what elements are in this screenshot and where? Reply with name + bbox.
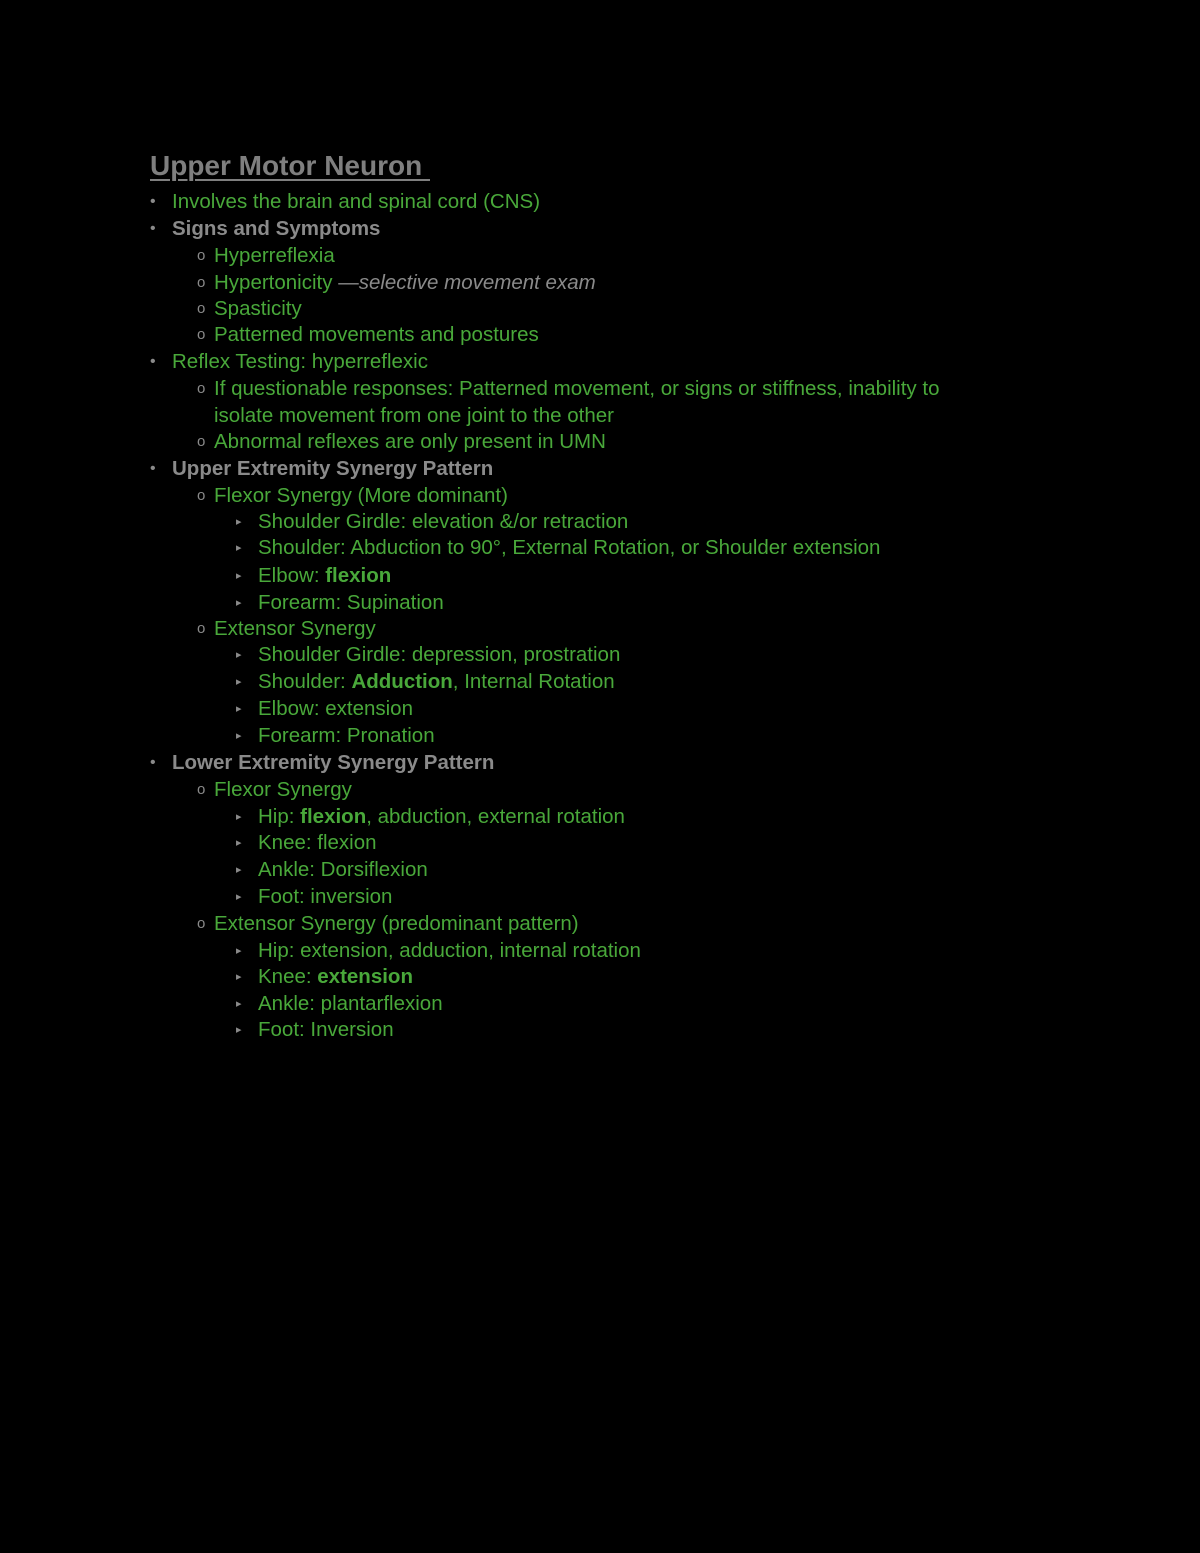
bullet-marker: o <box>197 915 206 932</box>
bullet-marker: ▸ <box>236 998 242 1010</box>
list-item: Patterned movements and postures <box>214 323 539 346</box>
list-item: Flexor Synergy <box>214 778 352 801</box>
section-heading: Lower Extremity Synergy Pattern <box>172 751 495 774</box>
bullet-marker: ▸ <box>236 570 242 582</box>
bullet-marker: ▸ <box>236 945 242 957</box>
list-item: Forearm: Pronation <box>258 724 435 747</box>
bullet-marker: o <box>197 781 206 798</box>
bold-text: flexion <box>325 564 392 587</box>
list-item-text: , Internal Rotation <box>452 670 615 693</box>
list-item <box>258 965 413 989</box>
bullet-marker: ▸ <box>236 811 242 823</box>
page-title: Upper Motor Neuron <box>150 150 430 181</box>
list-item-text: Elbow: <box>258 564 326 587</box>
bold-text: flexion <box>300 805 367 828</box>
list-item: Forearm: Supination <box>258 591 444 614</box>
list-item: Involves the brain and spinal cord (CNS) <box>172 190 541 213</box>
bullet-marker: ▸ <box>236 1024 242 1036</box>
list-item: Foot: inversion <box>258 885 393 908</box>
bold-text: extension <box>317 965 413 988</box>
list-item: Hip: extension, adduction, internal rotation <box>258 939 641 962</box>
bullet-marker: o <box>197 380 206 397</box>
bullet-marker: o <box>197 300 206 317</box>
bullet-marker: ▸ <box>236 837 242 849</box>
list-item-text: Shoulder: <box>258 670 352 693</box>
bullet-marker: ▸ <box>236 703 242 715</box>
list-item <box>258 670 615 694</box>
list-item-text: Knee: <box>258 965 318 988</box>
list-item: Ankle: Dorsiflexion <box>258 858 428 881</box>
list-item: Abnormal reflexes are only present in UMN <box>214 430 606 453</box>
list-item: Extensor Synergy (predominant pattern) <box>214 912 579 935</box>
list-item-text: Hip: <box>258 805 301 828</box>
list-item: Extensor Synergy <box>214 617 376 640</box>
bullet-marker: ▸ <box>236 971 242 983</box>
list-item: Shoulder: Abduction to 90°, External Rotation, or Shoulder extension <box>258 536 881 559</box>
bullet-marker: ▸ <box>236 597 242 609</box>
list-item: Hyperreflexia <box>214 244 335 267</box>
bold-text: Adduction <box>351 670 453 693</box>
list-item <box>258 805 625 829</box>
bullet-marker: • <box>150 460 156 477</box>
bullet-marker: ▸ <box>236 676 242 688</box>
dash: — <box>338 271 359 294</box>
bullet-marker: ▸ <box>236 516 242 528</box>
list-item: Reflex Testing: hyperreflexic <box>172 350 428 373</box>
list-item: Ankle: plantarflexion <box>258 992 443 1015</box>
list-item: Foot: Inversion <box>258 1018 394 1041</box>
section-heading: Upper Extremity Synergy Pattern <box>172 457 494 480</box>
bullet-marker: • <box>150 193 156 210</box>
list-item <box>214 271 596 295</box>
bullet-marker: ▸ <box>236 649 242 661</box>
section-heading: Signs and Symptoms <box>172 217 381 240</box>
list-item: Shoulder Girdle: depression, prostration <box>258 643 621 666</box>
list-item <box>258 564 391 588</box>
bullet-marker: • <box>150 353 156 370</box>
list-item: Spasticity <box>214 297 302 320</box>
bullet-marker: ▸ <box>236 891 242 903</box>
list-item-text: , abduction, external rotation <box>366 805 625 828</box>
bullet-marker: ▸ <box>236 864 242 876</box>
bullet-marker: o <box>197 326 206 343</box>
list-item: Flexor Synergy (More dominant) <box>214 484 508 507</box>
bullet-marker: o <box>197 487 206 504</box>
bullet-marker: • <box>150 754 156 771</box>
list-item: If questionable responses: Patterned movement, or signs or stiffness, inability to <box>214 377 940 400</box>
list-item-text: Hypertonicity <box>214 271 339 294</box>
bullet-marker: o <box>197 433 206 450</box>
list-item: Shoulder Girdle: elevation &/or retraction <box>258 510 629 533</box>
list-item: Elbow: extension <box>258 697 413 720</box>
bullet-marker: ▸ <box>236 542 242 554</box>
bullet-marker: o <box>197 620 206 637</box>
bullet-marker: o <box>197 247 206 264</box>
bullet-marker: • <box>150 220 156 237</box>
bullet-marker: ▸ <box>236 730 242 742</box>
bullet-marker: o <box>197 274 206 291</box>
list-item: Knee: flexion <box>258 831 377 854</box>
list-item-continuation: isolate movement from one joint to the other <box>214 404 614 427</box>
italic-text: selective movement exam <box>358 271 596 294</box>
